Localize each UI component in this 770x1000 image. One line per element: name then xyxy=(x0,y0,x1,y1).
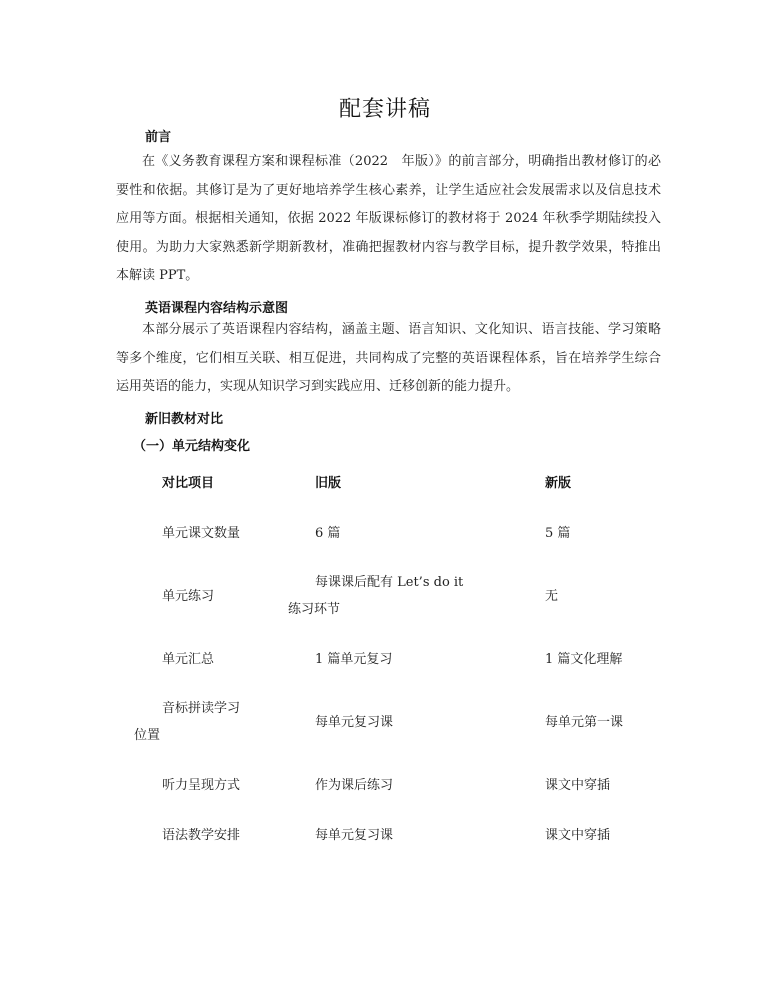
cell-old: 作为课后练习 xyxy=(315,778,394,793)
cell-old: 每课课后配有 Let’s do it xyxy=(315,575,464,590)
cell-item: 音标拼读学习 xyxy=(162,701,241,716)
cell-new: 课文中穿插 xyxy=(545,828,611,843)
cell-item: 单元课文数量 xyxy=(162,526,241,541)
subheading-unit-structure: （一）单元结构变化 xyxy=(133,439,251,454)
cell-new: 1 篇文化理解 xyxy=(545,652,623,667)
preface-paragraph: 在《义务教育课程方案和课程标准（2022 年版）》的前言部分，明确指出教材修订的必要性和依据。其修订是为了更好地培养学生核心素养，让学生适应社会发展需求以及信息技术应用等方面。根据相关通知，依据 2022 年版课标修订的教材将于 2024 年秋季学期陆续投入使用。为助力大家熟悉新学期新教材，准确把握教材内容与教学目标，提升教学效果，特推出本解读 PPT。 xyxy=(116,154,661,283)
header-old: 旧版 xyxy=(315,476,342,491)
cell-old: 6 篇 xyxy=(315,526,341,541)
cell-old: 每单元复习课 xyxy=(315,715,394,730)
cell-new: 每单元第一课 xyxy=(545,715,624,730)
cell-old: 1 篇单元复习 xyxy=(315,652,393,667)
cell-item: 单元练习 xyxy=(162,589,215,604)
cell-item: 语法教学安排 xyxy=(162,828,241,843)
header-item: 对比项目 xyxy=(162,476,215,491)
cell-old-continued: 练习环节 xyxy=(288,602,341,617)
cell-item: 单元汇总 xyxy=(162,652,215,667)
cell-old: 每单元复习课 xyxy=(315,828,394,843)
header-new: 新版 xyxy=(545,476,572,491)
structure-paragraph: 本部分展示了英语课程内容结构，涵盖主题、语言知识、文化知识、语言技能、学习策略等多个维度，它们相互关联、相互促进，共同构成了完整的英语课程体系，旨在培养学生综合运用英语的能力，实现从知识学习到实践应用、迁移创新的能力提升。 xyxy=(116,322,661,394)
document-title: 配套讲稿 xyxy=(338,97,431,122)
section-heading-comparison: 新旧教材对比 xyxy=(145,412,224,427)
cell-new: 5 篇 xyxy=(545,526,571,541)
cell-new: 无 xyxy=(545,589,559,604)
section-heading-preface: 前言 xyxy=(145,130,172,145)
cell-new: 课文中穿插 xyxy=(545,778,611,793)
cell-item-continued: 位置 xyxy=(134,728,161,743)
cell-item: 听力呈现方式 xyxy=(162,778,241,793)
section-heading-structure: 英语课程内容结构示意图 xyxy=(145,301,289,316)
